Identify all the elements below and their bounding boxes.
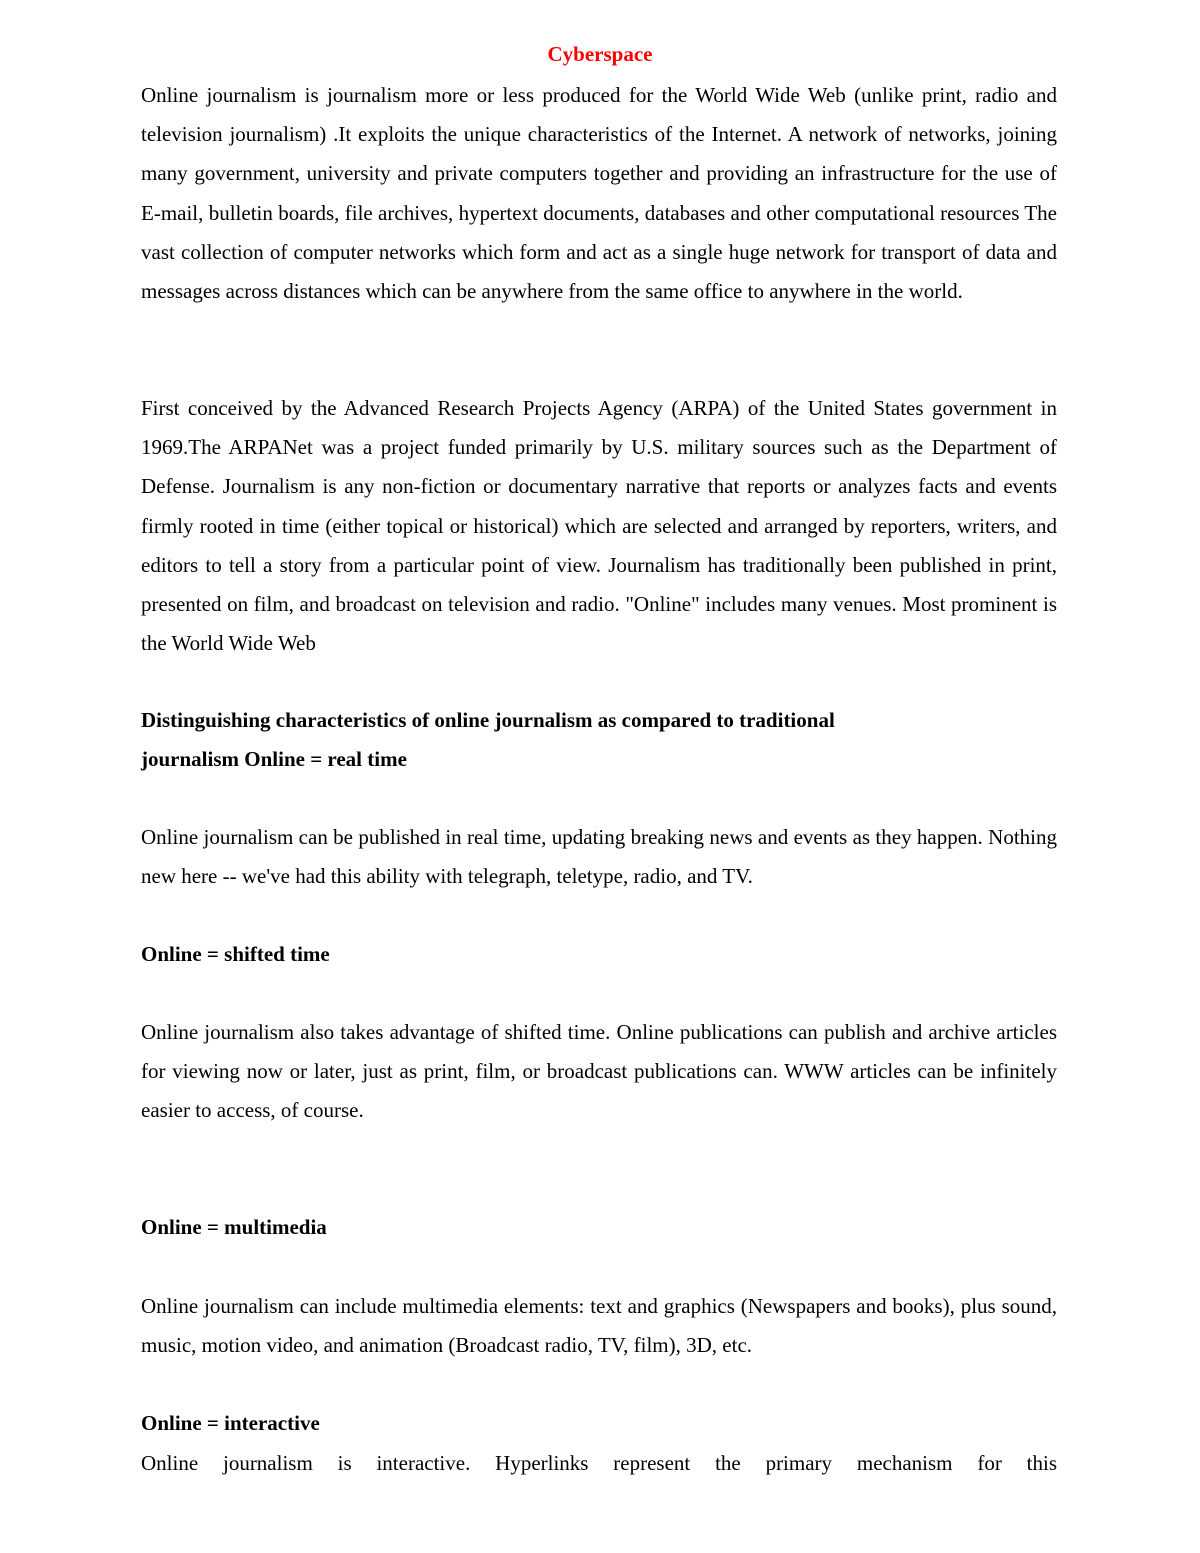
heading-text: Online = interactive [141,1411,320,1435]
paragraph-online-journalism-intro [141,76,1057,311]
heading-text: Online = multimedia [141,1215,327,1239]
paragraph-arpa-history [141,389,1057,663]
paragraph-shifted-time [141,1013,1057,1131]
paragraph-interactive [141,1444,1057,1483]
heading-line-1: Distinguishing characteristics of online journalism as compared to traditional [141,708,835,732]
paragraph-text: Online journalism is interactive. Hyperlinks represent the primary mechanism for this [141,1451,1057,1475]
paragraph-text: First conceived by the Advanced Research Projects Agency (ARPA) of the United States government in 1969.The ARPANet was a project funded primarily by U.S. military sources such as the Department of Defense. Journalism is any non-fiction or documentary narrative that reports or analyzes facts and events firmly rooted in time (either topical or historical) which are selected and arranged by reporters, writers, and editors to tell a story from a particular point of view. Journalism has traditionally been published in print, presented on film, and broadcast on television and radio. "Online" includes many venues. Most prominent is the World Wide Web [141,396,1057,656]
heading-text: Online = shifted time [141,942,330,966]
heading-distinguishing-characteristics [141,701,1057,779]
heading-interactive [141,1404,1057,1443]
paragraph-text: Online journalism can be published in real time, updating breaking news and events as they happen. Nothing new here -- we've had this ability with telegraph, teletype, radio, and TV. [141,825,1057,889]
paragraph-multimedia [141,1287,1057,1365]
heading-line-2: journalism Online = real time [141,747,407,772]
paragraph-text: Online journalism is journalism more or less produced for the World Wide Web (unlike print, radio and television journalism) .It exploits the unique characteristics of the Internet. A network of networks, joining many government, university and private computers together and providing an infrastructure for the use of E-mail, bulletin boards, file archives, hypertext documents, databases and other computational resources The vast collection of computer networks which form and act as a single huge network for transport of data and messages across distances which can be anywhere from the same office to anywhere in the world. [141,83,1057,304]
heading-shifted-time [141,935,1057,974]
paragraph-text: Online journalism also takes advantage of shifted time. Online publications can publish and archive articles for viewing now or later, just as print, film, or broadcast publications can. WWW articles can be infinitely easier to access, of course. [141,1020,1057,1123]
paragraph-text: Online journalism can include multimedia elements: text and graphics (Newspapers and books), plus sound, music, motion video, and animation (Broadcast radio, TV, film), 3D, etc. [141,1294,1057,1358]
paragraph-real-time [141,818,1057,896]
document-title: Cyberspace [547,42,653,66]
heading-multimedia [141,1208,1057,1247]
